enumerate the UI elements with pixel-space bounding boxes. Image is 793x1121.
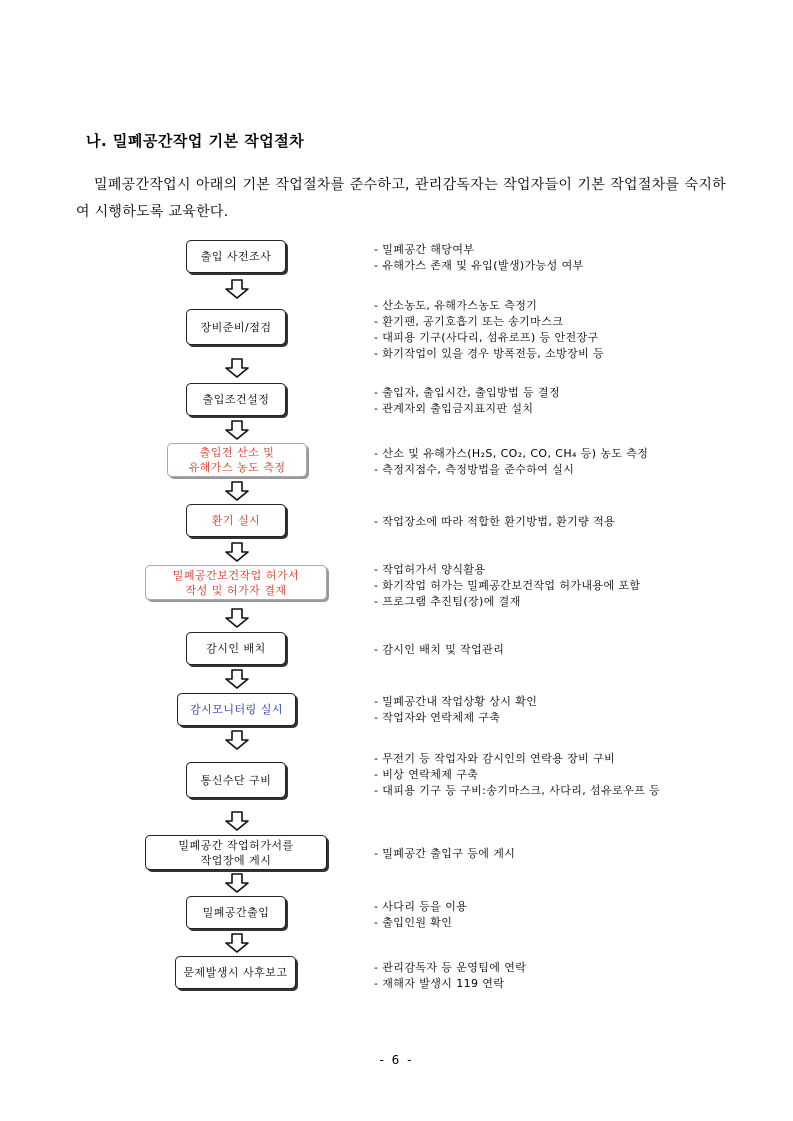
down-arrow-icon <box>224 811 250 831</box>
down-arrow-icon <box>224 730 250 750</box>
note: - 유해가스 존재 및 유입(발생)가능성 여부 <box>374 259 584 272</box>
step-gas-measurement <box>167 443 307 477</box>
note: - 산소 및 유해가스(H₂S, CO₂, CO, CH₄ 등) 농도 측정 <box>374 447 649 460</box>
step-label: 밀폐공간보건작업 허가서 작성 및 허가자 결재 <box>172 568 300 597</box>
down-arrow-icon <box>224 420 250 440</box>
step-work-permit <box>145 565 327 600</box>
down-arrow-icon <box>224 873 250 893</box>
note: - 밀폐공간 해당여부 <box>374 243 475 256</box>
step-notes-monitoring <box>374 694 537 726</box>
down-arrow-icon <box>224 358 250 378</box>
down-arrow-icon <box>224 608 250 628</box>
note: - 산소농도, 유해가스농도 측정기 <box>374 299 538 312</box>
step-label: 출입조건설정 <box>202 393 270 406</box>
note: - 환기팬, 공기호흡기 또는 송기마스크 <box>374 315 564 328</box>
down-arrow-icon <box>224 279 250 299</box>
step-space-entry <box>186 896 286 929</box>
step-notes-work-permit <box>374 562 640 610</box>
step-pre-entry-survey <box>186 240 286 273</box>
note: - 작업자와 연락체제 구축 <box>374 711 501 724</box>
intro-text: 밀폐공간작업시 아래의 기본 작업절차를 준수하고, 관리감독자는 작업자들이 기본 작업절차를 숙지하여 시행하도록 교육한다. <box>76 177 726 220</box>
down-arrow-icon <box>224 542 250 562</box>
step-notes-entry-conditions <box>374 385 560 417</box>
step-label: 환기 실시 <box>211 514 261 527</box>
step-label: 문제발생시 사후보고 <box>183 966 288 979</box>
down-arrow-icon <box>224 669 250 689</box>
step-label: 밀폐공간출입 <box>202 906 270 919</box>
note: - 측정지점수, 측정방법을 준수하여 실시 <box>374 463 575 476</box>
step-notes-gas-measurement <box>374 446 648 478</box>
step-label: 통신수단 구비 <box>200 773 272 787</box>
step-incident-report <box>175 956 296 989</box>
note: - 작업장소에 따라 적합한 환기방법, 환기량 적용 <box>374 515 616 528</box>
step-notes-incident-report <box>374 960 526 992</box>
step-notes-ventilation <box>374 514 615 530</box>
step-permit-posting <box>145 835 327 870</box>
note: - 밀폐공간내 작업상황 상시 확인 <box>374 695 538 708</box>
step-watchman-assignment <box>186 632 286 665</box>
note: - 재해자 발생시 119 연락 <box>374 977 505 990</box>
section-heading: 나. 밀폐공간작업 기본 작업절차 <box>86 132 305 150</box>
down-arrow-icon <box>224 481 250 501</box>
note: - 사다리 등을 이용 <box>374 900 468 913</box>
step-notes-watchman-assignment <box>374 642 504 658</box>
page-number: - 6 - <box>379 1053 414 1067</box>
note: - 프로그램 추진팀(장)에 결재 <box>374 595 521 608</box>
note: - 밀폐공간 출입구 등에 게시 <box>374 847 516 860</box>
note: - 비상 연락체제 구축 <box>374 768 479 781</box>
step-notes-communication <box>374 751 692 799</box>
note: - 대피용 기구 등 구비:송기마스크, 사다리, 섬유로우프 등 <box>374 784 661 797</box>
note: - 대피용 기구(사다리, 섬유로프) 등 안전장구 <box>374 331 599 344</box>
note: - 화기작업이 있을 경우 방폭전등, 소방장비 등 <box>374 347 605 360</box>
note: - 출입자, 출입시간, 출입방법 등 결정 <box>374 386 561 399</box>
step-label: 출입전 산소 및 유해가스 농도 측정 <box>188 446 286 474</box>
step-entry-conditions <box>186 383 286 416</box>
note: - 관리감독자 등 운영팀에 연락 <box>374 961 527 974</box>
step-notes-space-entry <box>374 899 467 931</box>
step-label: 감시인 배치 <box>206 642 266 655</box>
note: - 출입인원 확인 <box>374 916 453 929</box>
step-equipment-check <box>186 309 286 345</box>
down-arrow-icon <box>224 933 250 953</box>
note: - 감시인 배치 및 작업관리 <box>374 643 505 656</box>
note: - 화기작업 허가는 밀폐공간보건작업 허가내용에 포함 <box>374 579 641 592</box>
step-notes-permit-posting <box>374 846 515 862</box>
note: - 관계자외 출입금지표지판 설치 <box>374 402 534 415</box>
intro-paragraph <box>76 172 726 226</box>
step-label: 출입 사전조사 <box>200 250 272 263</box>
step-label: 감시모니터링 실시 <box>189 703 283 716</box>
step-monitoring <box>177 693 296 726</box>
note: - 작업허가서 양식활용 <box>374 563 486 576</box>
step-notes-equipment-check <box>374 298 604 362</box>
step-label: 장비준비/점검 <box>200 320 272 334</box>
step-ventilation <box>186 504 286 537</box>
note: - 무전기 등 작업자와 감시인의 연락용 장비 구비 <box>374 752 616 765</box>
step-communication <box>186 762 286 798</box>
step-label: 밀폐공간 작업허가서를 작업장에 게시 <box>178 838 294 867</box>
step-notes-pre-entry-survey <box>374 242 584 274</box>
